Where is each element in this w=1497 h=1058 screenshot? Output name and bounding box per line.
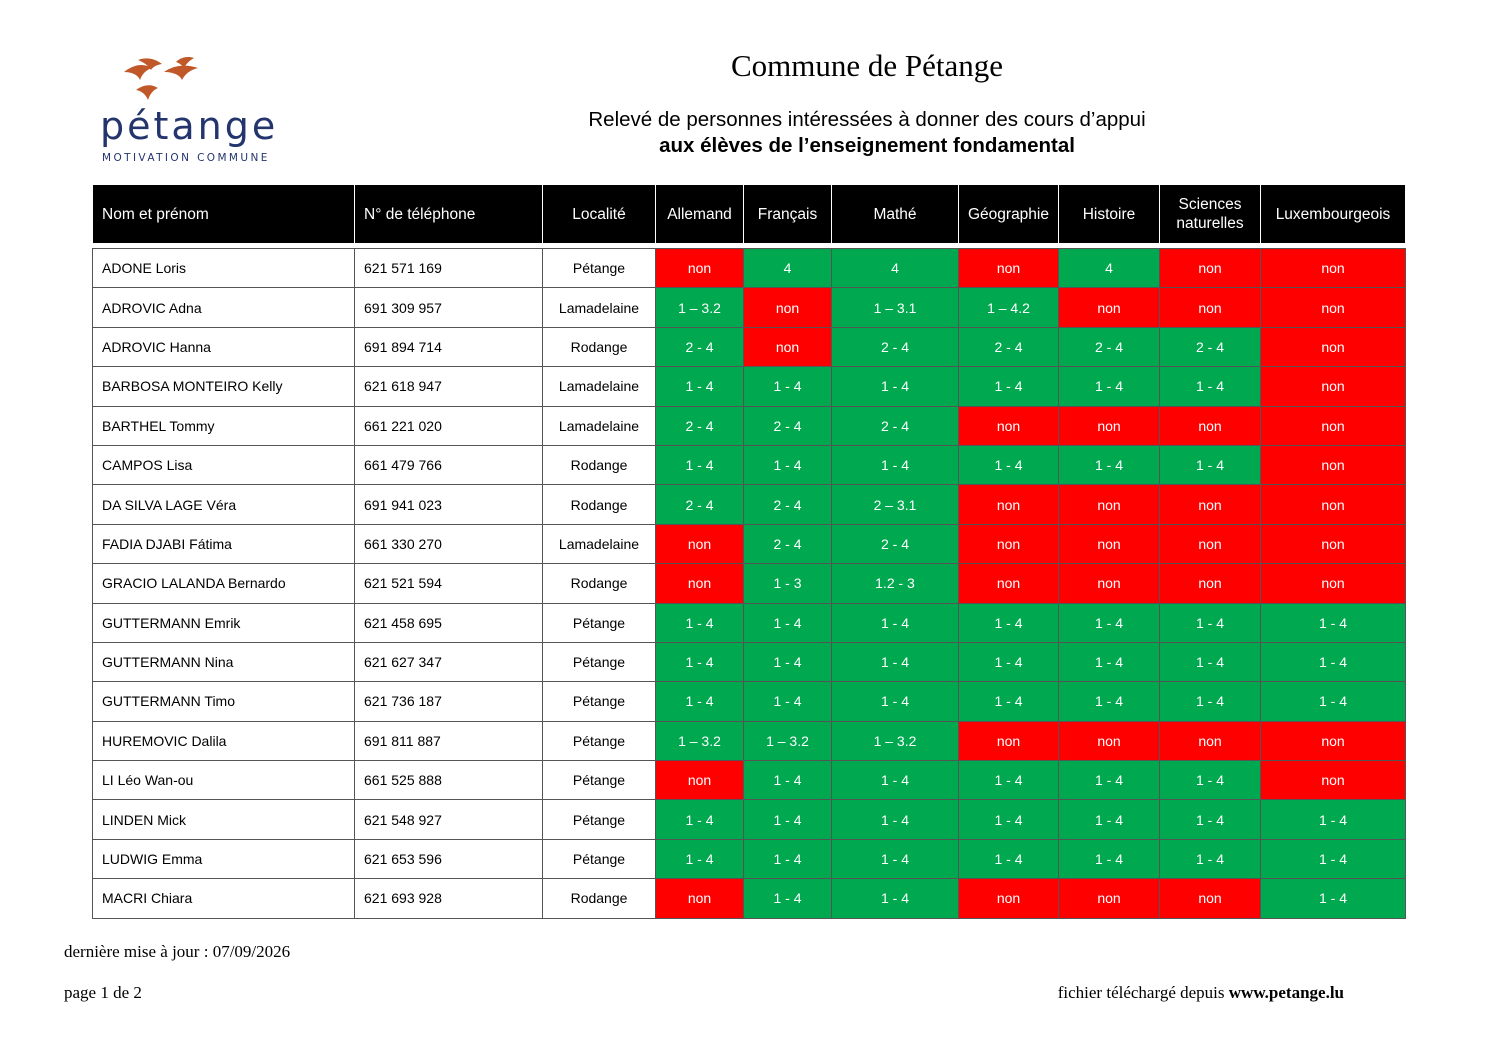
cell-francais: 1 - 4 xyxy=(744,682,832,721)
cell-phone: 661 221 020 xyxy=(355,406,543,445)
cell-geographie: 1 - 4 xyxy=(959,682,1059,721)
cell-allemand: non xyxy=(656,524,744,563)
cell-name: BARBOSA MONTEIRO Kelly xyxy=(93,367,355,406)
cell-geographie: non xyxy=(959,485,1059,524)
cell-locality: Rodange xyxy=(543,879,656,918)
cell-phone: 621 458 695 xyxy=(355,603,543,642)
cell-locality: Lamadelaine xyxy=(543,288,656,327)
download-source-prefix: fichier téléchargé depuis xyxy=(1057,983,1229,1002)
cell-allemand: non xyxy=(656,761,744,800)
cell-phone: 621 627 347 xyxy=(355,642,543,681)
table-row xyxy=(93,327,1406,366)
cell-allemand: non xyxy=(656,564,744,603)
cell-phone: 691 309 957 xyxy=(355,288,543,327)
table-row xyxy=(93,879,1406,918)
cell-francais: 1 - 4 xyxy=(744,367,832,406)
cell-histoire: 1 - 4 xyxy=(1059,800,1160,839)
cell-luxembourgeois: non xyxy=(1261,288,1406,327)
cell-geographie: 1 - 4 xyxy=(959,839,1059,878)
page-subtitle-line2: aux élèves de l’enseignement fondamental xyxy=(659,134,1075,157)
table-body xyxy=(93,244,1406,919)
cell-sciences-naturelles: 1 - 4 xyxy=(1160,800,1261,839)
cell-francais: 1 - 4 xyxy=(744,445,832,484)
table-row xyxy=(93,682,1406,721)
cell-locality: Rodange xyxy=(543,445,656,484)
table-row xyxy=(93,288,1406,327)
cell-geographie: 1 - 4 xyxy=(959,445,1059,484)
cell-luxembourgeois: non xyxy=(1261,524,1406,563)
cell-mathe: 1 - 4 xyxy=(832,800,959,839)
cell-histoire: 1 - 4 xyxy=(1059,445,1160,484)
cell-francais: 2 - 4 xyxy=(744,524,832,563)
cell-phone: 621 693 928 xyxy=(355,879,543,918)
cell-phone: 661 330 270 xyxy=(355,524,543,563)
table-row xyxy=(93,721,1406,760)
cell-mathe: 1 – 3.2 xyxy=(832,721,959,760)
cell-mathe: 1 - 4 xyxy=(832,642,959,681)
cell-histoire: 1 - 4 xyxy=(1059,642,1160,681)
cell-sciences-naturelles: 2 - 4 xyxy=(1160,327,1261,366)
cell-histoire: non xyxy=(1059,564,1160,603)
cell-mathe: 2 - 4 xyxy=(832,327,959,366)
column-header-allemand: Allemand xyxy=(656,185,744,244)
cell-name: CAMPOS Lisa xyxy=(93,445,355,484)
cell-francais: 1 - 4 xyxy=(744,879,832,918)
cell-luxembourgeois: non xyxy=(1261,406,1406,445)
cell-francais: 2 - 4 xyxy=(744,406,832,445)
cell-name: GUTTERMANN Emrik xyxy=(93,603,355,642)
table-row xyxy=(93,406,1406,445)
cell-name: HUREMOVIC Dalila xyxy=(93,721,355,760)
cell-histoire: non xyxy=(1059,524,1160,563)
cell-phone: 621 521 594 xyxy=(355,564,543,603)
cell-luxembourgeois: non xyxy=(1261,485,1406,524)
cell-allemand: 1 – 3.2 xyxy=(656,721,744,760)
cell-sciences-naturelles: 1 - 4 xyxy=(1160,367,1261,406)
tutors-table xyxy=(92,184,1406,919)
cell-geographie: non xyxy=(959,879,1059,918)
cell-name: GUTTERMANN Nina xyxy=(93,642,355,681)
cell-histoire: 2 - 4 xyxy=(1059,327,1160,366)
table-row xyxy=(93,603,1406,642)
cell-phone: 621 736 187 xyxy=(355,682,543,721)
cell-name: LI Léo Wan-ou xyxy=(93,761,355,800)
cell-name: BARTHEL Tommy xyxy=(93,406,355,445)
cell-phone: 691 894 714 xyxy=(355,327,543,366)
cell-sciences-naturelles: 1 - 4 xyxy=(1160,761,1261,800)
cell-sciences-naturelles: non xyxy=(1160,879,1261,918)
table-row xyxy=(93,761,1406,800)
cell-phone: 621 571 169 xyxy=(355,249,543,288)
logo-tagline: MOTIVATION COMMUNE xyxy=(102,152,270,164)
cell-francais: 1 - 4 xyxy=(744,761,832,800)
cell-mathe: 2 - 4 xyxy=(832,524,959,563)
cell-francais: 2 - 4 xyxy=(744,485,832,524)
cell-geographie: non xyxy=(959,564,1059,603)
birds-icon xyxy=(118,54,208,109)
cell-locality: Pétange xyxy=(543,642,656,681)
cell-name: GUTTERMANN Timo xyxy=(93,682,355,721)
cell-luxembourgeois: 1 - 4 xyxy=(1261,603,1406,642)
cell-luxembourgeois: 1 - 4 xyxy=(1261,800,1406,839)
petange-logo xyxy=(96,52,286,170)
column-header-francais: Français xyxy=(744,185,832,244)
cell-luxembourgeois: 1 - 4 xyxy=(1261,839,1406,878)
cell-mathe: 1 - 4 xyxy=(832,879,959,918)
cell-allemand: 2 - 4 xyxy=(656,327,744,366)
cell-mathe: 1 - 4 xyxy=(832,761,959,800)
cell-luxembourgeois: non xyxy=(1261,249,1406,288)
cell-geographie: non xyxy=(959,524,1059,563)
column-header-geographie: Géographie xyxy=(959,185,1059,244)
cell-allemand: 1 - 4 xyxy=(656,642,744,681)
cell-allemand: 1 - 4 xyxy=(656,682,744,721)
cell-phone: 661 479 766 xyxy=(355,445,543,484)
cell-geographie: non xyxy=(959,406,1059,445)
cell-francais: 1 - 4 xyxy=(744,800,832,839)
cell-mathe: 1 - 4 xyxy=(832,839,959,878)
column-header-phone: N° de téléphone xyxy=(355,185,543,244)
download-source xyxy=(1058,983,1344,1003)
cell-geographie: 1 - 4 xyxy=(959,761,1059,800)
cell-allemand: 1 - 4 xyxy=(656,800,744,839)
cell-sciences-naturelles: 1 - 4 xyxy=(1160,839,1261,878)
cell-name: LUDWIG Emma xyxy=(93,839,355,878)
cell-locality: Pétange xyxy=(543,603,656,642)
cell-luxembourgeois: non xyxy=(1261,445,1406,484)
logo-wordmark: pétange xyxy=(100,104,279,148)
cell-luxembourgeois: 1 - 4 xyxy=(1261,682,1406,721)
page-number: page 1 de 2 xyxy=(64,983,142,1002)
cell-allemand: non xyxy=(656,249,744,288)
cell-locality: Pétange xyxy=(543,721,656,760)
cell-mathe: 1 - 4 xyxy=(832,445,959,484)
cell-luxembourgeois: non xyxy=(1261,564,1406,603)
cell-histoire: 1 - 4 xyxy=(1059,603,1160,642)
cell-sciences-naturelles: 1 - 4 xyxy=(1160,682,1261,721)
cell-allemand: 1 - 4 xyxy=(656,367,744,406)
cell-histoire: 4 xyxy=(1059,249,1160,288)
cell-sciences-naturelles: non xyxy=(1160,564,1261,603)
cell-sciences-naturelles: 1 - 4 xyxy=(1160,642,1261,681)
cell-mathe: 1 - 4 xyxy=(832,367,959,406)
cell-mathe: 2 – 3.1 xyxy=(832,485,959,524)
cell-name: FADIA DJABI Fátima xyxy=(93,524,355,563)
cell-francais: 1 – 3.2 xyxy=(744,721,832,760)
cell-francais: non xyxy=(744,288,832,327)
table-row xyxy=(93,800,1406,839)
cell-allemand: 2 - 4 xyxy=(656,406,744,445)
cell-allemand: 2 - 4 xyxy=(656,485,744,524)
cell-name: ADROVIC Hanna xyxy=(93,327,355,366)
cell-histoire: 1 - 4 xyxy=(1059,367,1160,406)
cell-histoire: 1 - 4 xyxy=(1059,682,1160,721)
cell-locality: Pétange xyxy=(543,839,656,878)
cell-geographie: 1 - 4 xyxy=(959,800,1059,839)
cell-mathe: 1 – 3.1 xyxy=(832,288,959,327)
last-update-text: dernière mise à jour : 07/09/2026 xyxy=(64,942,291,961)
cell-phone: 621 548 927 xyxy=(355,800,543,839)
table-row xyxy=(93,642,1406,681)
cell-luxembourgeois: non xyxy=(1261,721,1406,760)
column-header-luxembourgeois: Luxembourgeois xyxy=(1261,185,1406,244)
cell-francais: 1 - 4 xyxy=(744,839,832,878)
cell-locality: Rodange xyxy=(543,485,656,524)
cell-sciences-naturelles: non xyxy=(1160,406,1261,445)
table-row xyxy=(93,524,1406,563)
table-row xyxy=(93,485,1406,524)
cell-mathe: 1 - 4 xyxy=(832,682,959,721)
cell-phone: 691 941 023 xyxy=(355,485,543,524)
cell-sciences-naturelles: non xyxy=(1160,721,1261,760)
cell-phone: 621 618 947 xyxy=(355,367,543,406)
cell-name: ADROVIC Adna xyxy=(93,288,355,327)
download-source-site: www.petange.lu xyxy=(1228,983,1344,1002)
cell-name: DA SILVA LAGE Véra xyxy=(93,485,355,524)
column-header-sciences-naturelles: Sciences naturelles xyxy=(1160,185,1261,244)
column-header-locality: Localité xyxy=(543,185,656,244)
cell-phone: 691 811 887 xyxy=(355,721,543,760)
cell-allemand: 1 - 4 xyxy=(656,603,744,642)
cell-phone: 621 653 596 xyxy=(355,839,543,878)
cell-histoire: non xyxy=(1059,485,1160,524)
cell-geographie: 1 - 4 xyxy=(959,603,1059,642)
column-header-name: Nom et prénom xyxy=(93,185,355,244)
cell-locality: Rodange xyxy=(543,564,656,603)
cell-locality: Pétange xyxy=(543,249,656,288)
cell-geographie: non xyxy=(959,249,1059,288)
cell-sciences-naturelles: 1 - 4 xyxy=(1160,445,1261,484)
cell-allemand: non xyxy=(656,879,744,918)
cell-geographie: 1 - 4 xyxy=(959,367,1059,406)
cell-histoire: non xyxy=(1059,879,1160,918)
cell-luxembourgeois: non xyxy=(1261,327,1406,366)
cell-sciences-naturelles: non xyxy=(1160,288,1261,327)
cell-locality: Lamadelaine xyxy=(543,406,656,445)
cell-name: MACRI Chiara xyxy=(93,879,355,918)
cell-allemand: 1 - 4 xyxy=(656,445,744,484)
cell-allemand: 1 - 4 xyxy=(656,839,744,878)
table-row xyxy=(93,367,1406,406)
cell-geographie: 1 – 4.2 xyxy=(959,288,1059,327)
cell-mathe: 1.2 - 3 xyxy=(832,564,959,603)
cell-locality: Rodange xyxy=(543,327,656,366)
cell-geographie: 2 - 4 xyxy=(959,327,1059,366)
cell-sciences-naturelles: non xyxy=(1160,249,1261,288)
cell-francais: 4 xyxy=(744,249,832,288)
cell-phone: 661 525 888 xyxy=(355,761,543,800)
cell-sciences-naturelles: non xyxy=(1160,524,1261,563)
cell-allemand: 1 – 3.2 xyxy=(656,288,744,327)
table-row xyxy=(93,249,1406,288)
cell-mathe: 2 - 4 xyxy=(832,406,959,445)
cell-histoire: non xyxy=(1059,288,1160,327)
cell-francais: 1 - 4 xyxy=(744,642,832,681)
page-subtitle-line1: Relevé de personnes intéressées à donner des cours d’appui xyxy=(588,108,1146,131)
cell-luxembourgeois: non xyxy=(1261,761,1406,800)
column-header-histoire: Histoire xyxy=(1059,185,1160,244)
cell-locality: Pétange xyxy=(543,682,656,721)
cell-locality: Pétange xyxy=(543,761,656,800)
cell-histoire: 1 - 4 xyxy=(1059,839,1160,878)
cell-histoire: non xyxy=(1059,721,1160,760)
column-header-mathe: Mathé xyxy=(832,185,959,244)
cell-histoire: non xyxy=(1059,406,1160,445)
table-row xyxy=(93,564,1406,603)
cell-histoire: 1 - 4 xyxy=(1059,761,1160,800)
cell-geographie: 1 - 4 xyxy=(959,642,1059,681)
cell-mathe: 4 xyxy=(832,249,959,288)
cell-name: ADONE Loris xyxy=(93,249,355,288)
cell-name: GRACIO LALANDA Bernardo xyxy=(93,564,355,603)
table-header-row xyxy=(93,185,1406,244)
cell-locality: Lamadelaine xyxy=(543,524,656,563)
cell-francais: 1 - 3 xyxy=(744,564,832,603)
cell-sciences-naturelles: non xyxy=(1160,485,1261,524)
table-row xyxy=(93,445,1406,484)
cell-francais: non xyxy=(744,327,832,366)
cell-geographie: non xyxy=(959,721,1059,760)
cell-luxembourgeois: 1 - 4 xyxy=(1261,879,1406,918)
page-title: Commune de Pétange xyxy=(730,48,1004,83)
cell-sciences-naturelles: 1 - 4 xyxy=(1160,603,1261,642)
cell-locality: Pétange xyxy=(543,800,656,839)
cell-francais: 1 - 4 xyxy=(744,603,832,642)
cell-locality: Lamadelaine xyxy=(543,367,656,406)
cell-luxembourgeois: non xyxy=(1261,367,1406,406)
cell-luxembourgeois: 1 - 4 xyxy=(1261,642,1406,681)
cell-name: LINDEN Mick xyxy=(93,800,355,839)
table-row xyxy=(93,839,1406,878)
cell-mathe: 1 - 4 xyxy=(832,603,959,642)
